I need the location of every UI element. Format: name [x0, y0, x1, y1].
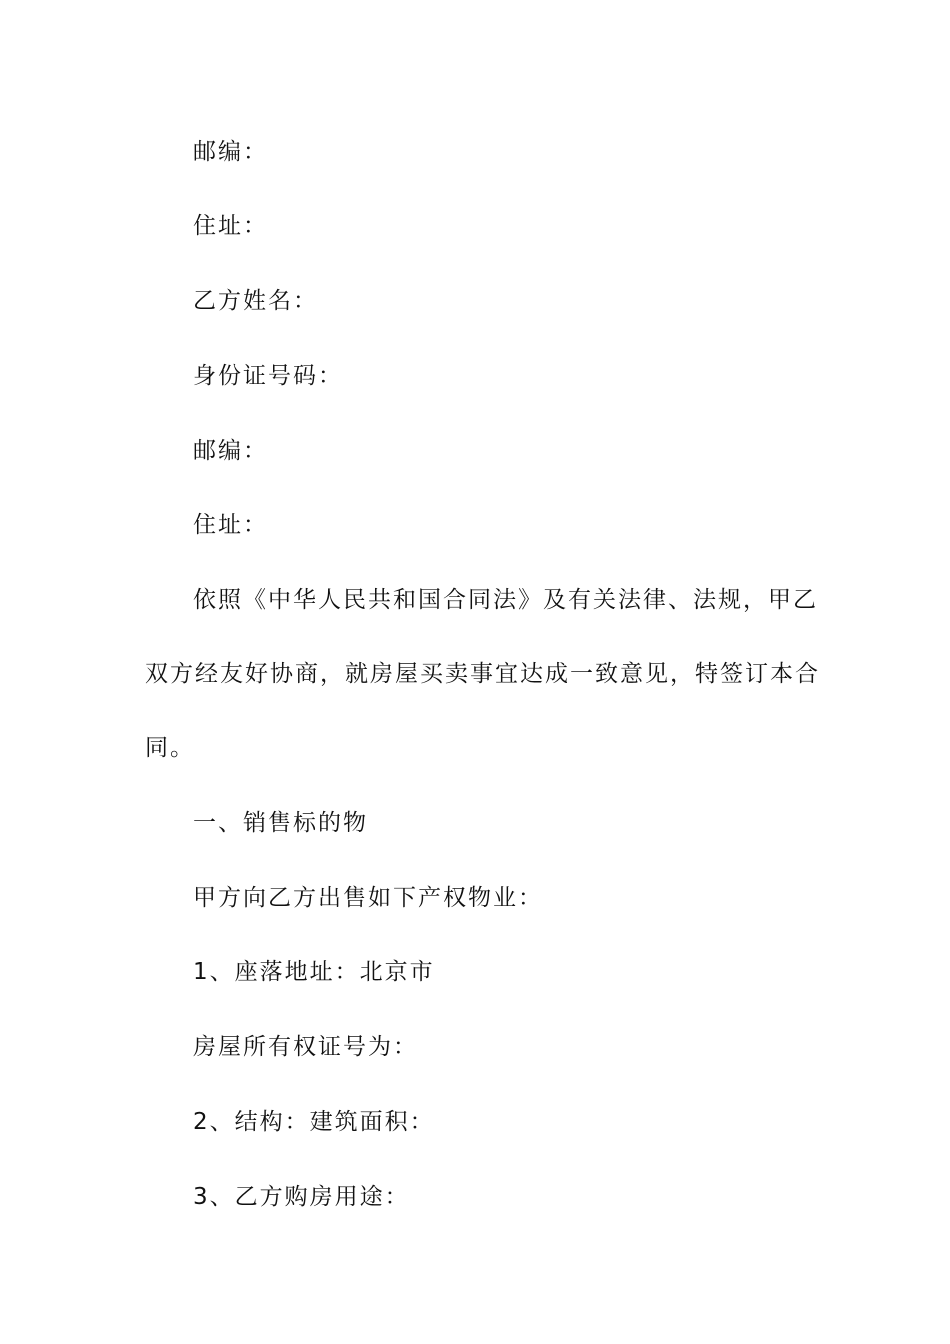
contract-preamble-line-1: 依照《中华人民共和国合同法》及有关法律、法规，甲乙 [193, 587, 818, 613]
contract-preamble-line-2: 双方经友好协商，就房屋买卖事宜达成一致意见，特签订本合 [145, 661, 820, 687]
property-location-label: 1、座落地址：北京市 [193, 959, 435, 985]
section-heading-sale-object: 一、销售标的物 [193, 810, 368, 836]
sale-object-intro: 甲方向乙方出售如下产权物业： [193, 885, 543, 911]
party-b-postcode-label: 邮编： [193, 438, 268, 464]
party-a-address-label: 住址： [193, 213, 268, 239]
party-b-name-label: 乙方姓名： [193, 288, 318, 314]
contract-preamble-line-3: 同。 [145, 735, 195, 761]
purchase-purpose-label: 3、乙方购房用途： [193, 1184, 410, 1210]
structure-area-label: 2、结构：建筑面积： [193, 1109, 435, 1135]
party-b-id-number-label: 身份证号码： [193, 363, 343, 389]
ownership-certificate-label: 房屋所有权证号为： [193, 1034, 418, 1060]
party-a-postcode-label: 邮编： [193, 139, 268, 165]
party-b-address-label: 住址： [193, 512, 268, 538]
